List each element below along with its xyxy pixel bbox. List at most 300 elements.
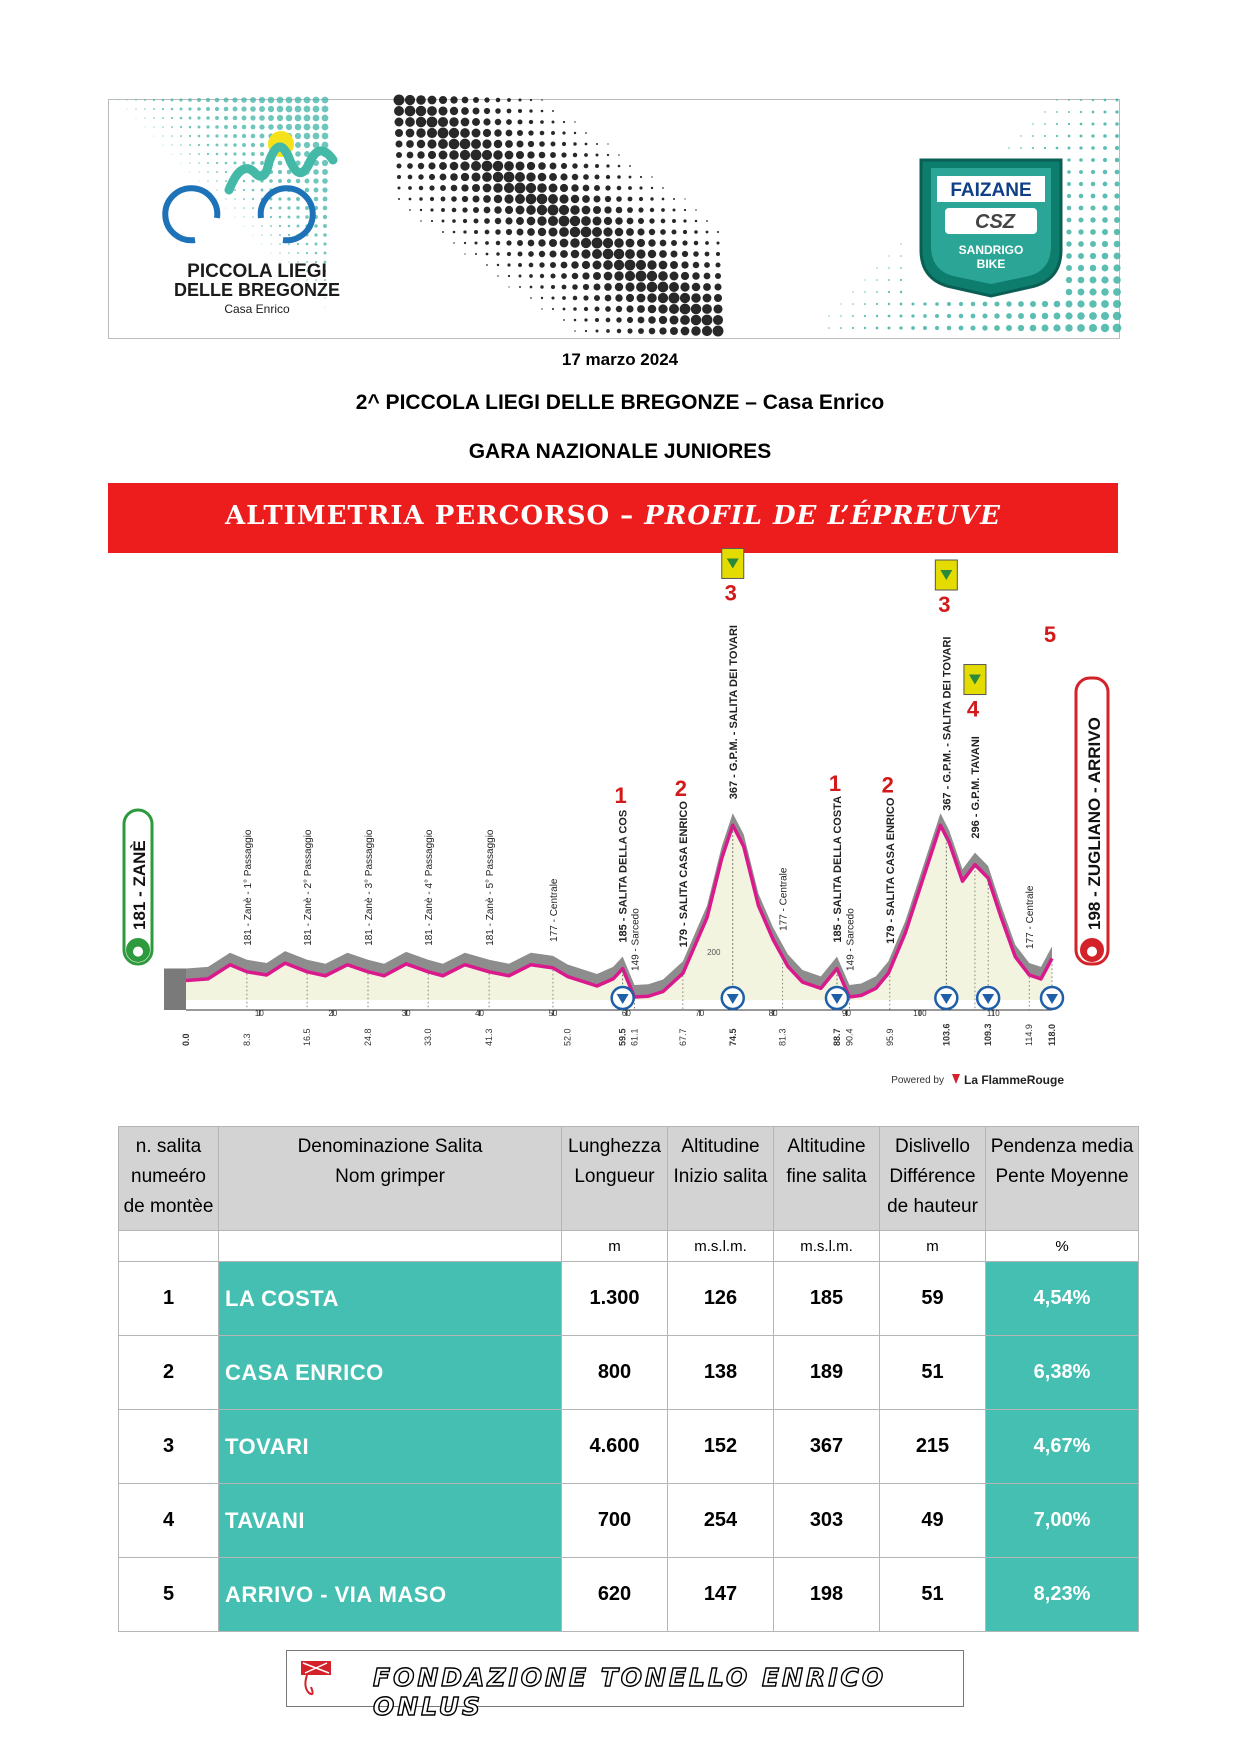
halftone-dot <box>407 163 413 169</box>
halftone-dot <box>551 131 555 135</box>
waypoint-label: 177 - Centrale <box>778 867 790 931</box>
halftone-dot <box>472 184 480 192</box>
halftone-dot <box>270 225 272 227</box>
climb-end-alt: 185 <box>774 1262 880 1336</box>
climb-number-label: 3 <box>724 580 737 606</box>
halftone-dot <box>427 106 437 116</box>
halftone-dot <box>486 264 488 266</box>
halftone-dot <box>452 208 457 213</box>
halftone-dot <box>888 315 891 318</box>
halftone-dot <box>296 179 301 184</box>
halftone-dot <box>304 106 311 113</box>
halftone-dot <box>241 97 247 103</box>
halftone-dot <box>526 183 536 193</box>
halftone-dot <box>505 151 514 160</box>
halftone-dot <box>625 271 635 281</box>
halftone-dot <box>548 216 558 226</box>
halftone-dot <box>216 189 217 190</box>
halftone-dot <box>671 251 678 258</box>
halftone-dot <box>495 108 501 114</box>
halftone-dot <box>225 198 226 199</box>
halftone-dot <box>277 97 284 104</box>
halftone-dot <box>493 183 502 192</box>
unit-cell <box>119 1231 219 1262</box>
halftone-dot <box>1020 135 1021 136</box>
climb-number-label: 2 <box>881 772 894 798</box>
halftone-dot <box>550 273 555 278</box>
halftone-dot <box>304 133 311 140</box>
halftone-dot <box>616 317 621 322</box>
climb-gain: 215 <box>880 1410 986 1484</box>
table-row <box>119 1558 1139 1632</box>
halftone-dot <box>658 304 667 313</box>
halftone-dot <box>207 171 209 173</box>
halftone-dot <box>628 197 633 202</box>
event-category: GARA NAZIONALE JUNIORES <box>468 440 772 463</box>
halftone-dot <box>585 143 588 146</box>
climbs-table <box>118 1126 1139 1632</box>
halftone-dot <box>438 117 448 127</box>
halftone-dot <box>935 302 939 306</box>
halftone-dot <box>852 327 854 329</box>
halftone-dot <box>584 153 588 157</box>
halftone-dot <box>507 98 511 102</box>
halftone-dot <box>583 295 588 300</box>
km-tick-label: 90 <box>842 1009 851 1018</box>
halftone-dot <box>519 286 521 288</box>
halftone-dot <box>982 313 987 318</box>
halftone-dot <box>268 106 274 112</box>
halftone-dot <box>482 161 493 172</box>
halftone-dot <box>314 224 318 228</box>
halftone-dot <box>261 189 264 192</box>
halftone-dot <box>517 240 523 246</box>
faizane-csz-logo <box>921 160 1061 296</box>
halftone-dot <box>259 115 265 121</box>
halftone-dot <box>1078 217 1083 222</box>
halftone-dot <box>618 154 620 156</box>
halftone-dot <box>405 106 416 117</box>
section-title-fr: PROFIL DE L’ÉPREUVE <box>644 501 1001 531</box>
halftone-dot <box>270 234 272 236</box>
halftone-dot <box>323 224 327 228</box>
halftone-dot <box>460 139 471 150</box>
halftone-dot <box>537 183 547 193</box>
halftone-dot <box>899 314 902 317</box>
halftone-dot <box>658 293 668 303</box>
halftone-dot <box>692 272 700 280</box>
halftone-dot <box>1018 313 1024 319</box>
halftone-dot <box>407 152 414 159</box>
halftone-dot <box>570 238 580 248</box>
halftone-dot <box>852 315 854 317</box>
halftone-dot <box>313 97 320 104</box>
climb-name: LA COSTA <box>219 1262 562 1336</box>
halftone-dot <box>614 249 625 260</box>
halftone-dot <box>417 151 424 158</box>
halftone-dot <box>638 317 645 324</box>
halftone-dot <box>684 198 685 199</box>
halftone-dot <box>278 161 283 166</box>
halftone-dot <box>617 186 622 191</box>
halftone-dot <box>1066 241 1071 246</box>
halftone-dot <box>1115 146 1119 150</box>
halftone-dot <box>206 116 210 120</box>
unit-cell: % <box>986 1231 1139 1262</box>
halftone-dot <box>394 106 404 116</box>
halftone-dot <box>900 255 902 257</box>
halftone-dot <box>461 173 469 181</box>
halftone-dot <box>449 150 459 160</box>
halftone-dot <box>592 249 602 259</box>
halftone-dot <box>288 216 291 219</box>
halftone-dot <box>1042 313 1049 320</box>
halftone-dot <box>278 170 282 174</box>
halftone-dot <box>449 128 459 138</box>
foundation-footer <box>286 1650 964 1721</box>
halftone-dot <box>118 100 119 101</box>
halftone-dot <box>530 297 532 299</box>
halftone-dot <box>626 239 635 248</box>
climb-name: CASA ENRICO <box>219 1336 562 1410</box>
halftone-dot <box>324 252 327 255</box>
halftone-dot <box>313 124 320 131</box>
halftone-dot <box>1067 194 1071 198</box>
halftone-dot <box>1044 135 1046 137</box>
halftone-dot <box>484 207 491 214</box>
halftone-dot <box>461 118 470 127</box>
climb-number: 4 <box>119 1484 219 1558</box>
halftone-dot <box>627 218 634 225</box>
halftone-dot <box>1032 135 1034 137</box>
halftone-dot <box>1078 265 1084 271</box>
halftone-dot <box>994 301 999 306</box>
halftone-dot <box>540 274 544 278</box>
halftone-dot <box>506 229 512 235</box>
halftone-dot <box>419 186 423 190</box>
halftone-dot <box>876 267 877 268</box>
halftone-dot <box>233 107 238 112</box>
halftone-dot <box>440 185 446 191</box>
waypoint-label: 181 - Zanè - 3° Passaggio <box>364 829 376 946</box>
halftone-dot <box>519 275 522 278</box>
halftone-dot <box>207 153 209 155</box>
halftone-dot <box>605 196 611 202</box>
halftone-dot <box>637 294 646 303</box>
halftone-dot <box>649 328 656 335</box>
brand1-text: FAIZANE <box>950 180 1032 201</box>
halftone-dot <box>615 283 623 291</box>
halftone-dot <box>242 125 247 130</box>
halftone-dot <box>648 239 655 246</box>
halftone-dot <box>604 217 612 225</box>
halftone-dot <box>681 272 689 280</box>
halftone-dot <box>270 207 273 210</box>
waypoint-label: 185 - SALITA DELLA COSTA <box>831 795 844 943</box>
halftone-dot <box>530 286 533 289</box>
halftone-dot <box>680 304 691 315</box>
halftone-dot <box>189 117 192 120</box>
halftone-dot <box>1103 146 1107 150</box>
halftone-dot <box>243 189 245 191</box>
halftone-dot <box>135 108 136 109</box>
halftone-dot <box>216 144 219 147</box>
halftone-dot <box>1101 300 1109 308</box>
halftone-dot <box>1092 123 1095 126</box>
climb-length: 620 <box>562 1558 668 1632</box>
halftone-dot <box>241 106 246 111</box>
halftone-dot <box>680 315 690 325</box>
halftone-dot <box>495 229 500 234</box>
climb-end-alt: 303 <box>774 1484 880 1558</box>
climb-end-alt: 367 <box>774 1410 880 1484</box>
halftone-dot <box>669 282 679 292</box>
halftone-dot <box>251 143 255 147</box>
halftone-dot <box>540 131 545 136</box>
halftone-dot <box>876 315 878 317</box>
halftone-dot <box>584 318 587 321</box>
halftone-dot <box>507 252 511 256</box>
halftone-dot <box>416 117 426 127</box>
halftone-dot <box>277 106 284 113</box>
halftone-dot <box>428 162 435 169</box>
wheel-right-icon <box>261 188 313 240</box>
climb-length: 1.300 <box>562 1262 668 1336</box>
halftone-dot <box>703 283 711 291</box>
halftone-dot <box>507 109 512 114</box>
halftone-dot <box>162 135 163 136</box>
halftone-dot <box>1066 277 1072 283</box>
halftone-dot <box>649 218 654 223</box>
halftone-dot <box>606 318 611 323</box>
halftone-dot <box>662 198 665 201</box>
halftone-dot <box>935 314 939 318</box>
halftone-dot <box>539 262 544 267</box>
halftone-dot <box>463 230 466 233</box>
halftone-dot <box>322 160 328 166</box>
halftone-dot <box>691 326 700 335</box>
halftone-dot <box>572 163 577 168</box>
halftone-dot <box>442 220 445 223</box>
halftone-dot <box>430 208 433 211</box>
halftone-dot <box>180 153 181 154</box>
halftone-dot <box>537 216 546 225</box>
event-title: 2^ PICCOLA LIEGI DELLE BREGONZE – Casa Enrico <box>355 391 885 414</box>
halftone-dot <box>428 151 436 159</box>
unit-cell: m.s.l.m. <box>668 1231 774 1262</box>
halftone-dot <box>506 119 512 125</box>
halftone-dot <box>563 319 565 321</box>
halftone-dot <box>431 220 433 222</box>
climb-gain: 59 <box>880 1262 986 1336</box>
halftone-dot <box>592 227 602 237</box>
halftone-dot <box>322 124 329 131</box>
piccola-liegi-logo <box>165 131 340 316</box>
halftone-dot <box>322 97 329 104</box>
halftone-dot <box>518 109 522 113</box>
halftone-dot <box>1066 253 1072 259</box>
halftone-dot <box>136 118 137 119</box>
halftone-dot <box>541 99 543 101</box>
halftone-dot <box>1068 123 1070 125</box>
halftone-dot <box>1104 111 1107 114</box>
halftone-dot <box>638 328 644 334</box>
climb-name: TAVANI <box>219 1484 562 1558</box>
halftone-dot <box>1006 325 1012 331</box>
halftone-dot <box>507 263 510 266</box>
halftone-dot <box>650 197 653 200</box>
halftone-dot <box>583 174 589 180</box>
halftone-dot <box>584 307 588 311</box>
halftone-dot <box>277 124 283 130</box>
halftone-dot <box>482 172 492 182</box>
halftone-dot <box>616 207 623 214</box>
halftone-dot <box>1103 158 1107 162</box>
halftone-dot <box>473 207 479 213</box>
waypoint-label: 296 - G.P.M. TAVANI <box>969 736 982 839</box>
halftone-dot <box>549 184 558 193</box>
halftone-dot <box>840 315 842 317</box>
halftone-dot <box>278 197 281 200</box>
halftone-dot <box>605 185 610 190</box>
halftone-dot <box>427 128 437 138</box>
halftone-dot <box>1078 253 1084 259</box>
halftone-dot <box>594 284 601 291</box>
halftone-dot <box>450 107 458 115</box>
halftone-dot <box>1113 288 1121 296</box>
halftone-dot <box>714 294 722 302</box>
halftone-dot <box>516 217 524 225</box>
halftone-dot <box>900 303 903 306</box>
halftone-dot <box>572 273 579 280</box>
powered-by-credit <box>891 1073 1064 1087</box>
halftone-dot <box>1113 312 1121 320</box>
km-axis <box>181 1009 1057 1046</box>
halftone-dot <box>515 183 526 194</box>
halftone-dot <box>505 217 512 224</box>
halftone-dot <box>595 307 600 312</box>
halftone-dot <box>1102 217 1108 223</box>
halftone-dot <box>681 261 688 268</box>
halftone-dot <box>483 118 490 125</box>
halftone-dot <box>234 207 235 208</box>
section-title-bar <box>108 483 1118 553</box>
halftone-dot <box>1079 194 1083 198</box>
halftone-dot <box>181 163 182 164</box>
halftone-dot <box>583 185 590 192</box>
halftone-dot <box>162 108 164 110</box>
halftone-dot <box>673 198 675 200</box>
waypoint-label: 177 - Centrale <box>1025 885 1037 949</box>
halftone-dot <box>243 216 244 217</box>
halftone-dot <box>252 207 254 209</box>
halftone-dot <box>452 219 456 223</box>
halftone-dot <box>449 117 458 126</box>
halftone-dot <box>594 185 600 191</box>
halftone-dot <box>515 172 525 182</box>
km-point-label: 88.7 <box>831 1028 842 1046</box>
halftone-dot <box>1067 182 1071 186</box>
halftone-dot <box>471 172 480 181</box>
halftone-dot <box>471 161 481 171</box>
halftone-dot <box>286 124 292 130</box>
halftone-dot <box>441 208 445 212</box>
km-point-label: 81.3 <box>777 1028 788 1046</box>
halftone-dot <box>1089 300 1096 307</box>
km-point-label: 8.3 <box>241 1033 252 1046</box>
halftone-dot <box>713 315 723 325</box>
halftone-dot <box>614 238 624 248</box>
halftone-dot <box>504 183 514 193</box>
halftone-dot <box>126 99 127 100</box>
halftone-dot <box>574 319 577 322</box>
halftone-dot <box>681 327 690 336</box>
halftone-dot <box>571 250 580 259</box>
halftone-dot <box>1113 264 1120 271</box>
halftone-dot <box>983 302 988 307</box>
halftone-dot <box>1067 170 1071 174</box>
halftone-dot <box>716 241 719 244</box>
halftone-dot <box>1113 300 1121 308</box>
halftone-dot <box>1113 276 1120 283</box>
halftone-dot <box>548 194 558 204</box>
halftone-dot <box>1091 170 1095 174</box>
halftone-dot <box>215 125 219 129</box>
halftone-dot <box>669 293 680 304</box>
halftone-dot <box>606 329 610 333</box>
halftone-dot <box>288 252 290 254</box>
halftone-dot <box>323 197 328 202</box>
climb-number: 3 <box>119 1410 219 1484</box>
halftone-dot <box>268 97 275 104</box>
halftone-dot <box>325 307 326 308</box>
halftone-dot <box>716 252 720 256</box>
halftone-dot <box>617 175 621 179</box>
halftone-dot <box>526 172 535 181</box>
km-point-label: 74.5 <box>727 1028 738 1046</box>
halftone-dot <box>560 250 568 258</box>
halftone-dot <box>305 215 309 219</box>
halftone-dot <box>517 130 523 136</box>
halftone-dot <box>551 296 554 299</box>
halftone-dot <box>629 176 632 179</box>
halftone-dot <box>1080 111 1082 113</box>
climb-start-alt: 138 <box>668 1336 774 1410</box>
halftone-dot <box>322 133 329 140</box>
halftone-dot <box>322 187 327 192</box>
halftone-dot <box>313 169 319 175</box>
halftone-dot <box>144 108 146 110</box>
halftone-dot <box>604 283 612 291</box>
halftone-dot <box>286 115 293 122</box>
credit-brand: La FlammeRouge <box>964 1073 1065 1087</box>
halftone-dot <box>593 272 601 280</box>
halftone-dot <box>485 230 490 235</box>
halftone-dot <box>552 121 555 124</box>
halftone-dot <box>887 326 890 329</box>
halftone-dot <box>615 217 623 225</box>
halftone-dot <box>295 142 301 148</box>
halftone-dot <box>279 252 280 253</box>
halftone-dot <box>559 227 569 237</box>
halftone-dot <box>593 261 602 270</box>
halftone-dot <box>596 143 598 145</box>
halftone-dot <box>171 117 173 119</box>
header-cell: Denominazione Salita Nom grimper <box>219 1127 562 1231</box>
halftone-dot <box>539 152 546 159</box>
halftone-dot <box>1090 205 1095 210</box>
halftone-dot <box>462 207 467 212</box>
